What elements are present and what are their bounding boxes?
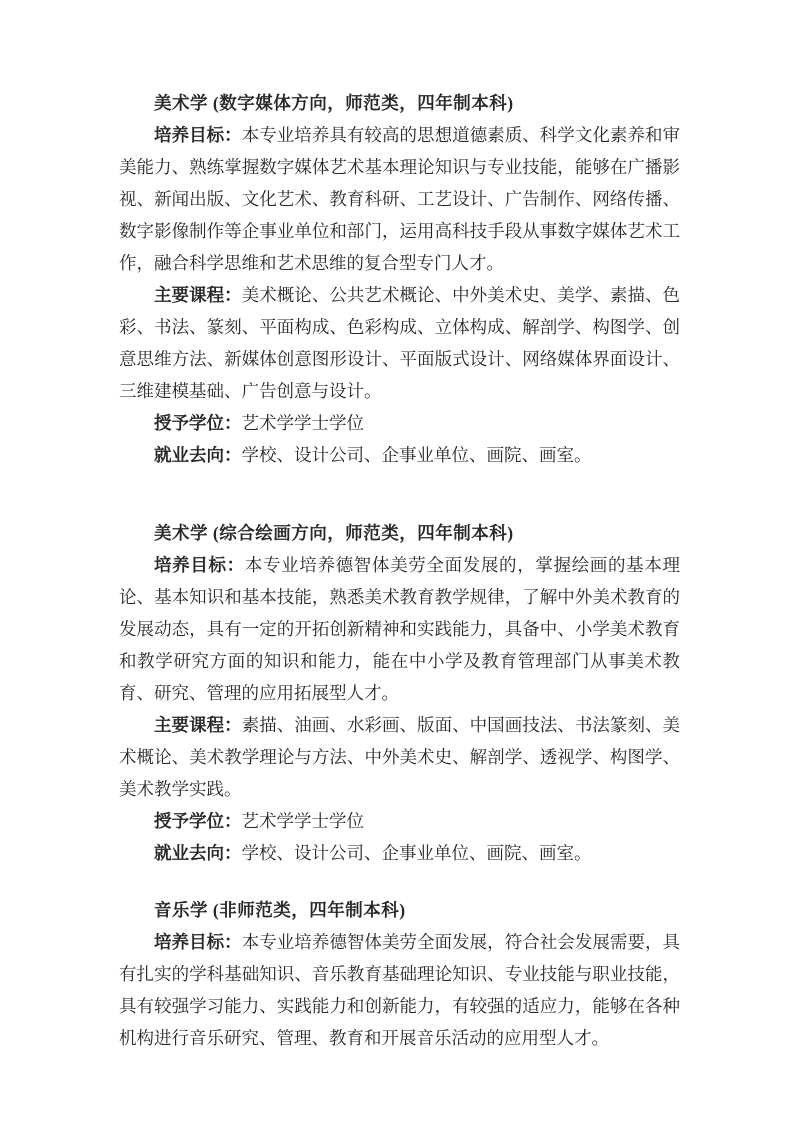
paragraph-label: 培养目标： [154, 555, 245, 575]
paragraph-text: 学校、设计公司、企事业单位、画院、画室。 [241, 445, 592, 465]
paragraph-label: 授予学位： [154, 811, 242, 831]
paragraph-label: 主要课程： [154, 285, 242, 305]
paragraph-training-objective [119, 926, 680, 1054]
document-content [119, 87, 680, 1054]
paragraph-training-objective [119, 549, 680, 709]
paragraph-degree-awarded [119, 407, 680, 439]
paragraph-main-courses [119, 279, 680, 407]
paragraph-label: 授予学位： [154, 413, 242, 433]
paragraph-text: 本专业培养德智体美劳全面发展的，掌握绘画的基本理论、基本知识和基本技能，熟悉美术教育教学规律，了解中外美术教育的发展动态，具有一定的开拓创新精神和实践能力，具备中、小学美术教育和教学研究方面的知识和能力，能在中小学及教育管理部门从事美术教育、研究、管理的应用拓展型人才。 [119, 555, 681, 703]
program-section-fine-arts-digital-media [119, 87, 680, 471]
paragraph-training-objective [119, 119, 680, 279]
program-section-musicology [119, 894, 680, 1054]
paragraph-text: 艺术学学士学位 [241, 811, 364, 831]
paragraph-label: 就业去向： [154, 843, 242, 863]
program-heading: 美术学 (综合绘画方向，师范类，四年制本科) [154, 523, 514, 543]
paragraph-text: 本专业培养德智体美劳全面发展，符合社会发展需要，具有扎实的学科基础知识、音乐教育基础理论知识、专业技能与职业技能，具有较强学习能力、实践能力和创新能力，有较强的适应力，能够在各种机构进行音乐研究、管理、教育和开展音乐活动的应用型人才。 [119, 932, 681, 1048]
paragraph-label: 培养目标： [154, 932, 242, 952]
paragraph-text: 本专业培养具有较高的思想道德素质、科学文化素养和审美能力、熟练掌握数字媒体艺术基本理论知识与专业技能，能够在广播影视、新闻出版、文化艺术、教育科研、工艺设计、广告制作、网络传播、数字影像制作等企事业单位和部门，运用高科技手段从事数字媒体艺术工作，融合科学思维和艺术思维的复合型专门人才。 [119, 125, 681, 273]
program-heading: 音乐学 (非师范类，四年制本科) [154, 900, 406, 920]
paragraph-label: 就业去向： [154, 445, 242, 465]
paragraph-main-courses [119, 709, 680, 805]
paragraph-label: 培养目标： [154, 125, 242, 145]
paragraph-text: 美术概论、公共艺术概论、中外美术史、美学、素描、色彩、书法、篆刻、平面构成、色彩构成、立体构成、解剖学、构图学、创意思维方法、新媒体创意图形设计、平面版式设计、网络媒体界面设计、三维建模基础、广告创意与设计。 [119, 285, 681, 401]
paragraph-employment-direction [119, 439, 680, 471]
program-heading: 美术学 (数字媒体方向，师范类，四年制本科) [154, 93, 514, 113]
paragraph-text: 艺术学学士学位 [241, 413, 364, 433]
paragraph-employment-direction [119, 837, 680, 869]
paragraph-degree-awarded [119, 805, 680, 837]
paragraph-text: 素描、油画、水彩画、版面、中国画技法、书法篆刻、美术概论、美术教学理论与方法、中外美术史、解剖学、透视学、构图学、美术教学实践。 [119, 715, 681, 799]
paragraph-text: 学校、设计公司、企事业单位、画院、画室。 [241, 843, 592, 863]
paragraph-label: 主要课程： [154, 715, 242, 735]
program-section-fine-arts-comprehensive-painting [119, 517, 680, 869]
